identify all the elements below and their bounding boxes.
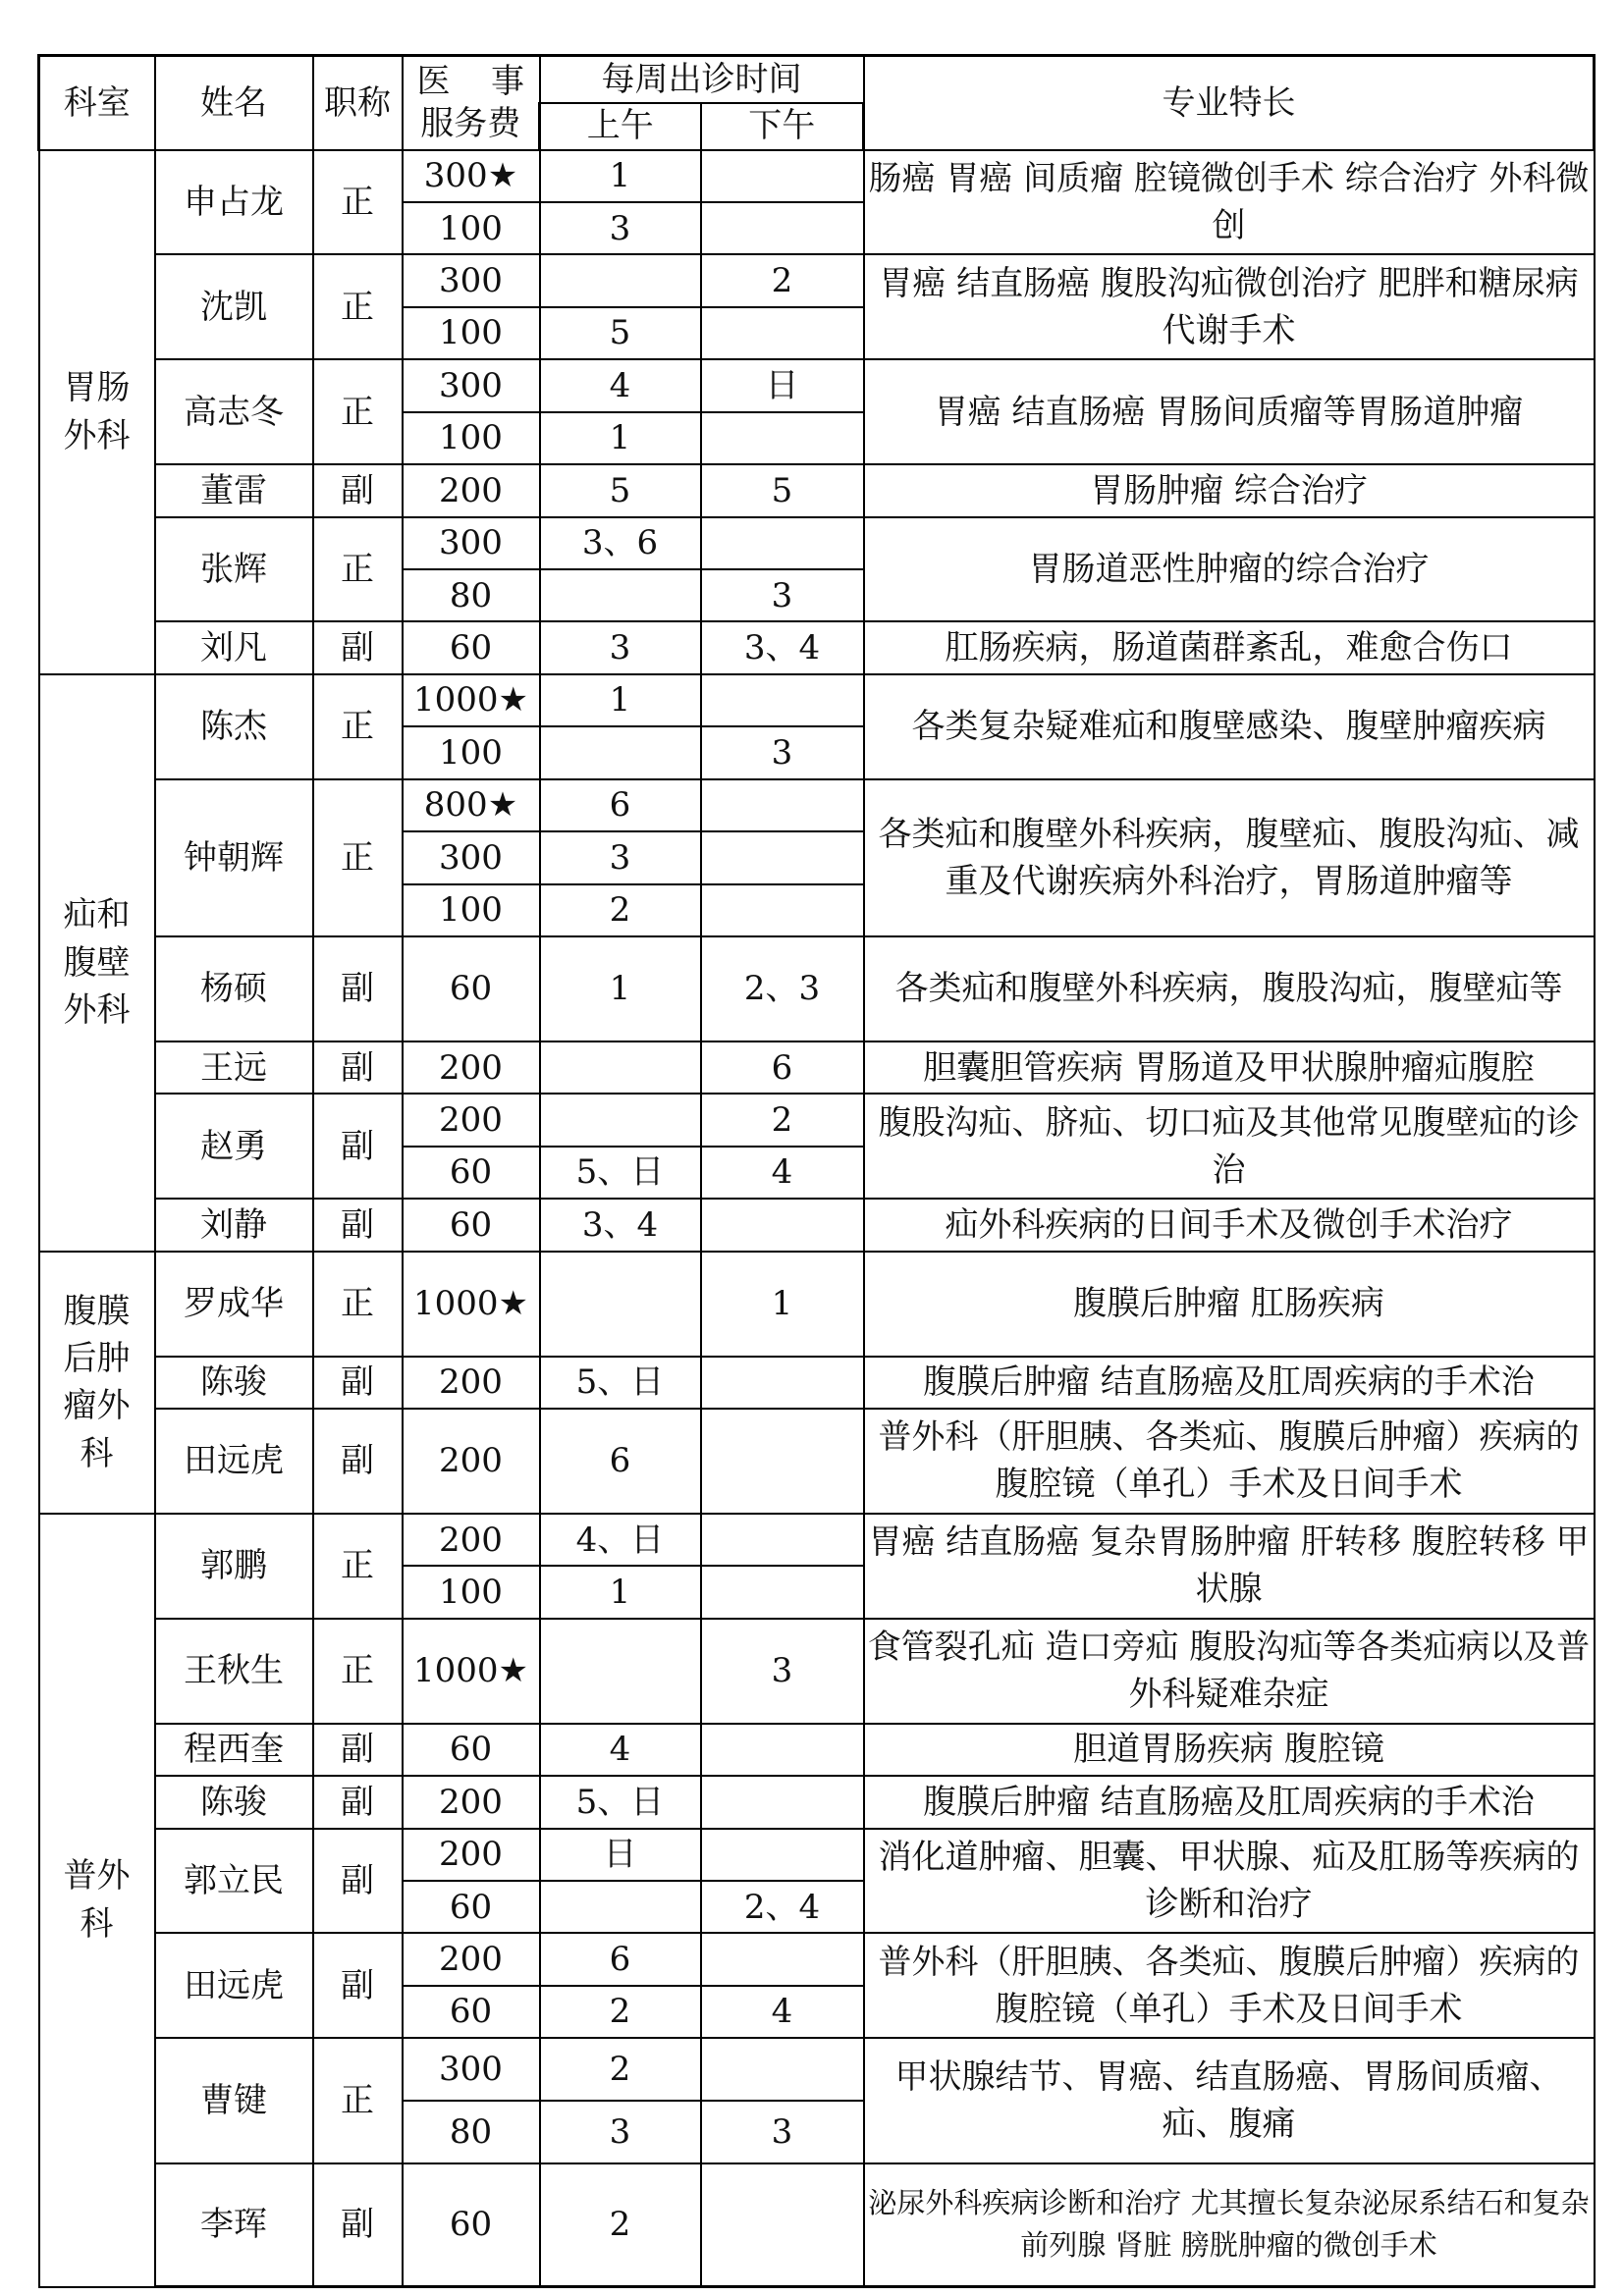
am-cell: 5、日 — [540, 1357, 701, 1409]
specialty-cell: 各类疝和腹壁外科疾病，腹壁疝、腹股沟疝、减重及代谢疾病外科治疗，胃肠道肿瘤等 — [864, 779, 1595, 936]
doctor-title: 副 — [313, 464, 403, 516]
header-pm: 下午 — [701, 103, 864, 150]
pm-cell: 2 — [701, 1094, 864, 1146]
fee-cell: 100 — [403, 884, 540, 936]
doctor-title: 副 — [313, 621, 403, 673]
doctor-title: 副 — [313, 1776, 403, 1828]
am-cell: 3 — [540, 621, 701, 673]
pm-cell — [701, 674, 864, 726]
doctor-name: 申占龙 — [155, 150, 313, 255]
header-name: 姓名 — [155, 56, 313, 150]
pm-cell — [701, 202, 864, 254]
fee-cell: 200 — [403, 1357, 540, 1409]
specialty-cell: 胃癌 结直肠癌 复杂胃肠肿瘤 肝转移 腹腔转移 甲状腺 — [864, 1514, 1595, 1619]
specialty-cell: 泌尿外科疾病诊断和治疗 尤其擅长复杂泌尿系结石和复杂前列腺 肾脏 膀胱肿瘤的微创手术 — [864, 2163, 1595, 2287]
pm-cell: 4 — [701, 1986, 864, 2038]
specialty-cell: 食管裂孔疝 造口旁疝 腹股沟疝等各类疝病以及普外科疑难杂症 — [864, 1619, 1595, 1724]
am-cell — [540, 1252, 701, 1357]
pm-cell: 2 — [701, 254, 864, 306]
doctor-name: 田远虎 — [155, 1409, 313, 1514]
fee-cell: 60 — [403, 1199, 540, 1251]
am-cell: 6 — [540, 1409, 701, 1514]
am-cell — [540, 1041, 701, 1094]
doctor-title: 副 — [313, 1409, 403, 1514]
specialty-cell: 腹膜后肿瘤 肛肠疾病 — [864, 1252, 1595, 1357]
fee-cell: 60 — [403, 1986, 540, 2038]
doctor-title: 副 — [313, 936, 403, 1041]
doctor-title: 副 — [313, 1829, 403, 1934]
doctor-name: 李珲 — [155, 2163, 313, 2287]
doctor-name: 王秋生 — [155, 1619, 313, 1724]
doctor-title: 副 — [313, 1357, 403, 1409]
pm-cell — [701, 884, 864, 936]
pm-cell: 3、4 — [701, 621, 864, 673]
doctor-name: 罗成华 — [155, 1252, 313, 1357]
doctor-name: 程西奎 — [155, 1724, 313, 1776]
fee-cell: 200 — [403, 1041, 540, 1094]
doctor-name: 杨硕 — [155, 936, 313, 1041]
doctor-title: 副 — [313, 1724, 403, 1776]
am-cell: 2 — [540, 884, 701, 936]
pm-cell: 2、4 — [701, 1881, 864, 1933]
pm-cell — [701, 1724, 864, 1776]
am-cell: 1 — [540, 1566, 701, 1618]
am-cell: 5、日 — [540, 1147, 701, 1199]
doctor-name: 张辉 — [155, 517, 313, 622]
pm-cell — [701, 779, 864, 831]
fee-cell: 80 — [403, 569, 540, 621]
doctor-name: 高志冬 — [155, 359, 313, 464]
doctor-title: 正 — [313, 517, 403, 622]
header-weekly-time: 每周出诊时间 — [540, 56, 864, 103]
pm-cell: 4 — [701, 1147, 864, 1199]
pm-cell — [701, 1933, 864, 1985]
am-cell: 4 — [540, 359, 701, 411]
fee-cell: 60 — [403, 1724, 540, 1776]
fee-cell: 300 — [403, 254, 540, 306]
doctor-name: 沈凯 — [155, 254, 313, 359]
am-cell: 4、日 — [540, 1514, 701, 1566]
specialty-cell: 腹膜后肿瘤 结直肠癌及肛周疾病的手术治 — [864, 1357, 1595, 1409]
doctor-title: 副 — [313, 1094, 403, 1199]
doctor-name: 陈杰 — [155, 674, 313, 779]
am-cell: 5 — [540, 307, 701, 359]
header-am: 上午 — [540, 103, 701, 150]
am-cell: 3、4 — [540, 1199, 701, 1251]
doctor-title: 正 — [313, 254, 403, 359]
header-title: 职称 — [313, 56, 403, 150]
specialty-cell: 腹股沟疝、脐疝、切口疝及其他常见腹壁疝的诊治 — [864, 1094, 1595, 1199]
pm-cell: 3 — [701, 1619, 864, 1724]
pm-cell: 3 — [701, 2101, 864, 2163]
pm-cell: 日 — [701, 359, 864, 411]
fee-cell: 1000★ — [403, 1252, 540, 1357]
am-cell: 5 — [540, 464, 701, 516]
specialty-cell: 普外科（肝胆胰、各类疝、腹膜后肿瘤）疾病的腹腔镜（单孔）手术及日间手术 — [864, 1409, 1595, 1514]
specialty-cell: 普外科（肝胆胰、各类疝、腹膜后肿瘤）疾病的腹腔镜（单孔）手术及日间手术 — [864, 1933, 1595, 2038]
specialty-cell: 各类疝和腹壁外科疾病，腹股沟疝，腹壁疝等 — [864, 936, 1595, 1041]
doctor-title: 正 — [313, 359, 403, 464]
specialty-cell: 消化道肿瘤、胆囊、甲状腺、疝及肛肠等疾病的诊断和治疗 — [864, 1829, 1595, 1934]
am-cell: 4 — [540, 1724, 701, 1776]
dept-cell: 普外科 — [39, 1514, 155, 2287]
doctor-name: 赵勇 — [155, 1094, 313, 1199]
pm-cell: 2、3 — [701, 936, 864, 1041]
fee-cell: 300 — [403, 831, 540, 883]
am-cell: 3 — [540, 2101, 701, 2163]
fee-cell: 200 — [403, 1094, 540, 1146]
am-cell — [540, 254, 701, 306]
specialty-cell: 疝外科疾病的日间手术及微创手术治疗 — [864, 1199, 1595, 1251]
pm-cell — [701, 517, 864, 569]
am-cell: 2 — [540, 2163, 701, 2287]
am-cell: 3 — [540, 831, 701, 883]
doctor-title: 副 — [313, 1933, 403, 2038]
pm-cell — [701, 1514, 864, 1566]
am-cell — [540, 1094, 701, 1146]
clinic-schedule-table — [37, 54, 1596, 2288]
specialty-cell: 腹膜后肿瘤 结直肠癌及肛周疾病的手术治 — [864, 1776, 1595, 1828]
pm-cell — [701, 1829, 864, 1881]
doctor-name: 钟朝辉 — [155, 779, 313, 936]
fee-cell: 200 — [403, 1514, 540, 1566]
dept-cell: 胃肠外科 — [39, 150, 155, 674]
fee-cell: 60 — [403, 1147, 540, 1199]
fee-cell: 1000★ — [403, 1619, 540, 1724]
fee-cell: 200 — [403, 1829, 540, 1881]
doctor-title: 正 — [313, 150, 403, 255]
fee-cell: 100 — [403, 307, 540, 359]
am-cell: 2 — [540, 1986, 701, 2038]
header-fee-line1: 医 事 — [416, 62, 524, 102]
doctor-name: 王远 — [155, 1041, 313, 1094]
fee-cell: 100 — [403, 1566, 540, 1618]
doctor-title: 副 — [313, 2163, 403, 2287]
dept-cell: 疝和腹壁外科 — [39, 674, 155, 1252]
fee-cell: 300★ — [403, 150, 540, 202]
doctor-title: 正 — [313, 1252, 403, 1357]
fee-cell: 60 — [403, 936, 540, 1041]
am-cell — [540, 726, 701, 778]
am-cell — [540, 1881, 701, 1933]
header-specialty: 专业特长 — [864, 56, 1595, 150]
header-fee-line2: 服务费 — [420, 103, 521, 143]
pm-cell — [701, 1199, 864, 1251]
specialty-cell: 甲状腺结节、胃癌、结直肠癌、胃肠间质瘤、疝、腹痛 — [864, 2038, 1595, 2163]
doctor-name: 曹键 — [155, 2038, 313, 2163]
pm-cell — [701, 307, 864, 359]
fee-cell: 200 — [403, 1933, 540, 1985]
pm-cell — [701, 150, 864, 202]
pm-cell: 3 — [701, 726, 864, 778]
specialty-cell: 胃癌 结直肠癌 腹股沟疝微创治疗 肥胖和糖尿病代谢手术 — [864, 254, 1595, 359]
fee-cell: 300 — [403, 2038, 540, 2101]
fee-cell: 1000★ — [403, 674, 540, 726]
am-cell: 3、6 — [540, 517, 701, 569]
specialty-cell: 肠癌 胃癌 间质瘤 腔镜微创手术 综合治疗 外科微创 — [864, 150, 1595, 255]
am-cell — [540, 569, 701, 621]
fee-cell: 80 — [403, 2101, 540, 2163]
pm-cell: 1 — [701, 1252, 864, 1357]
doctor-name: 郭鹏 — [155, 1514, 313, 1619]
doctor-name: 刘静 — [155, 1199, 313, 1251]
pm-cell — [701, 2163, 864, 2287]
pm-cell — [701, 1776, 864, 1828]
fee-cell: 100 — [403, 412, 540, 464]
pm-cell: 5 — [701, 464, 864, 516]
doctor-title: 正 — [313, 674, 403, 779]
am-cell: 6 — [540, 779, 701, 831]
dept-cell: 腹膜后肿瘤外科 — [39, 1252, 155, 1514]
doctor-title: 正 — [313, 1514, 403, 1619]
doctor-name: 陈骏 — [155, 1776, 313, 1828]
doctor-name: 郭立民 — [155, 1829, 313, 1934]
doctor-name: 董雷 — [155, 464, 313, 516]
specialty-cell: 肛肠疾病，肠道菌群紊乱，难愈合伤口 — [864, 621, 1595, 673]
am-cell: 2 — [540, 2038, 701, 2101]
pm-cell — [701, 412, 864, 464]
specialty-cell: 胃癌 结直肠癌 胃肠间质瘤等胃肠道肿瘤 — [864, 359, 1595, 464]
fee-cell: 60 — [403, 621, 540, 673]
pm-cell — [701, 831, 864, 883]
specialty-cell: 胆道胃肠疾病 腹腔镜 — [864, 1724, 1595, 1776]
am-cell: 日 — [540, 1829, 701, 1881]
fee-cell: 60 — [403, 2163, 540, 2287]
pm-cell — [701, 1566, 864, 1618]
pm-cell — [701, 1357, 864, 1409]
am-cell: 3 — [540, 202, 701, 254]
specialty-cell: 胆囊胆管疾病 胃肠道及甲状腺肿瘤疝腹腔 — [864, 1041, 1595, 1094]
header-dept: 科室 — [39, 56, 155, 150]
fee-cell: 200 — [403, 464, 540, 516]
am-cell: 1 — [540, 150, 701, 202]
am-cell: 6 — [540, 1933, 701, 1985]
fee-cell: 800★ — [403, 779, 540, 831]
doctor-title: 副 — [313, 1041, 403, 1094]
am-cell: 1 — [540, 936, 701, 1041]
pm-cell: 6 — [701, 1041, 864, 1094]
am-cell: 1 — [540, 412, 701, 464]
doctor-title: 正 — [313, 779, 403, 936]
specialty-cell: 胃肠道恶性肿瘤的综合治疗 — [864, 517, 1595, 622]
fee-cell: 100 — [403, 202, 540, 254]
fee-cell: 60 — [403, 1881, 540, 1933]
doctor-title: 正 — [313, 1619, 403, 1724]
pm-cell — [701, 2038, 864, 2101]
header-fee — [403, 56, 540, 150]
pm-cell: 3 — [701, 569, 864, 621]
fee-cell: 300 — [403, 517, 540, 569]
specialty-cell: 胃肠肿瘤 综合治疗 — [864, 464, 1595, 516]
am-cell: 5、日 — [540, 1776, 701, 1828]
doctor-title: 副 — [313, 1199, 403, 1251]
doctor-name: 田远虎 — [155, 1933, 313, 2038]
am-cell: 1 — [540, 674, 701, 726]
fee-cell: 100 — [403, 726, 540, 778]
doctor-name: 刘凡 — [155, 621, 313, 673]
fee-cell: 200 — [403, 1776, 540, 1828]
doctor-title: 正 — [313, 2038, 403, 2163]
am-cell — [540, 1619, 701, 1724]
specialty-cell: 各类复杂疑难疝和腹壁感染、腹壁肿瘤疾病 — [864, 674, 1595, 779]
pm-cell — [701, 1409, 864, 1514]
fee-cell: 300 — [403, 359, 540, 411]
fee-cell: 200 — [403, 1409, 540, 1514]
doctor-name: 陈骏 — [155, 1357, 313, 1409]
